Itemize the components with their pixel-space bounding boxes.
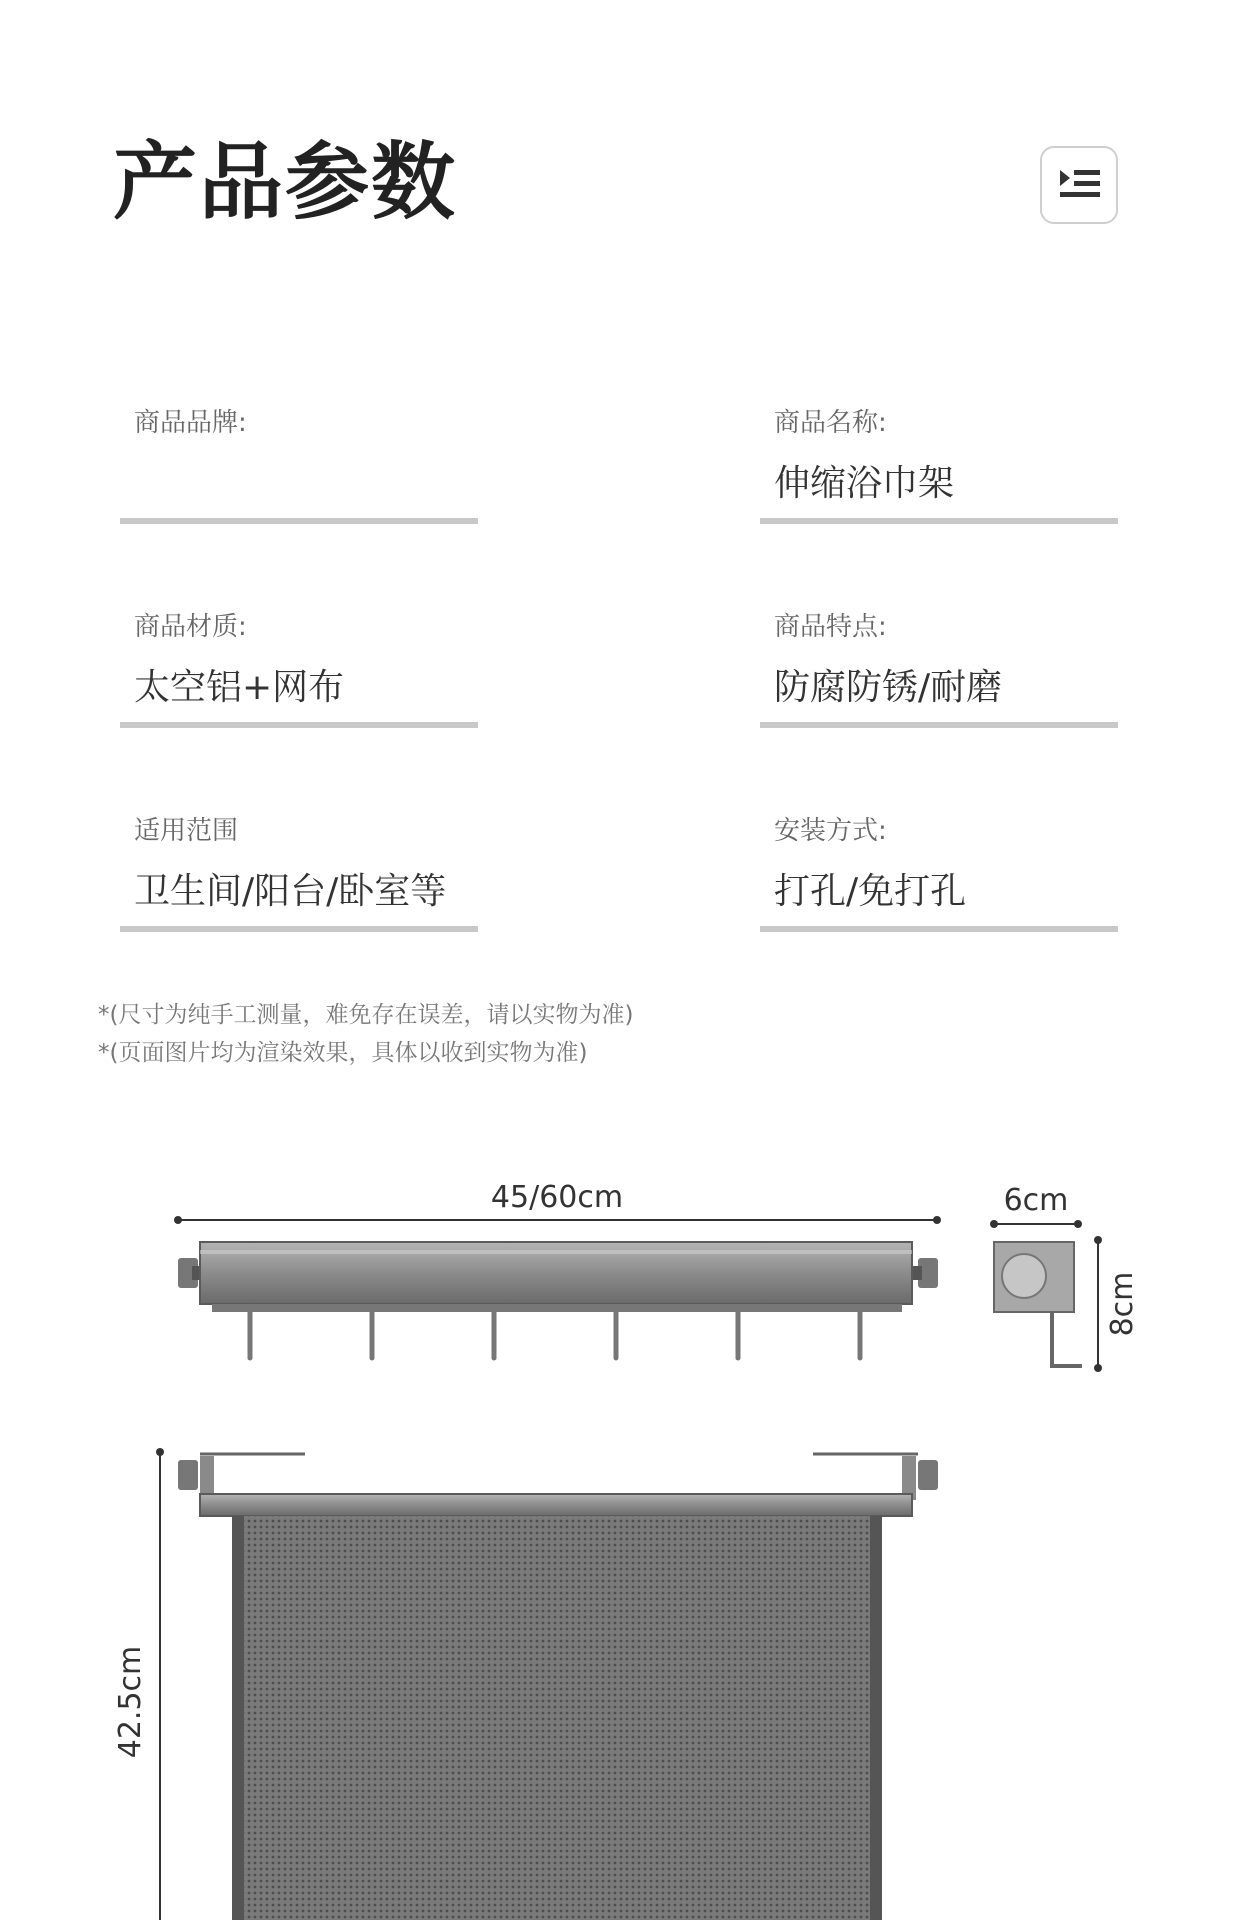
divider xyxy=(120,518,478,524)
mesh-height-dimension xyxy=(113,1448,164,1920)
param-value: 伸缩浴巾架 xyxy=(774,463,955,504)
height-label: 8cm xyxy=(1105,1271,1140,1337)
depth-dimension xyxy=(990,1183,1082,1228)
param-value: 太空铝+网布 xyxy=(134,667,345,708)
divider xyxy=(760,518,1118,524)
note-line: *(页面图片均为渲染效果，具体以收到实物为准) xyxy=(98,1040,588,1066)
divider xyxy=(120,926,478,932)
param-value: 打孔/免打孔 xyxy=(774,871,967,912)
param-label: 商品名称: xyxy=(774,408,887,438)
divider xyxy=(120,722,478,728)
param-label: 商品特点: xyxy=(774,612,887,642)
rail-front-view xyxy=(178,1242,938,1358)
menu-button[interactable] xyxy=(1040,146,1118,224)
hook-row xyxy=(250,1312,860,1358)
mesh-height-label: 42.5cm xyxy=(113,1645,148,1759)
page-title: 产品参数 xyxy=(113,133,458,231)
note-line: *(尺寸为纯手工测量，难免存在误差，请以实物为准) xyxy=(98,1002,634,1028)
param-value: 防腐防锈/耐磨 xyxy=(774,667,1003,708)
mesh-front-view xyxy=(178,1454,938,1920)
depth-label: 6cm xyxy=(1003,1183,1069,1218)
list-menu-icon xyxy=(1042,148,1116,222)
param-label: 商品材质: xyxy=(134,612,247,642)
param-label: 商品品牌: xyxy=(134,408,247,438)
height-dimension xyxy=(1094,1236,1140,1372)
divider xyxy=(760,926,1118,932)
length-dimension xyxy=(174,1180,941,1224)
param-label: 安装方式: xyxy=(774,816,887,846)
length-label: 45/60cm xyxy=(490,1180,624,1215)
param-label: 适用范围 xyxy=(134,816,239,846)
divider xyxy=(760,722,1118,728)
param-value: 卫生间/阳台/卧室等 xyxy=(134,871,447,912)
product-diagram xyxy=(0,1140,1240,1920)
rail-side-view xyxy=(994,1242,1082,1366)
